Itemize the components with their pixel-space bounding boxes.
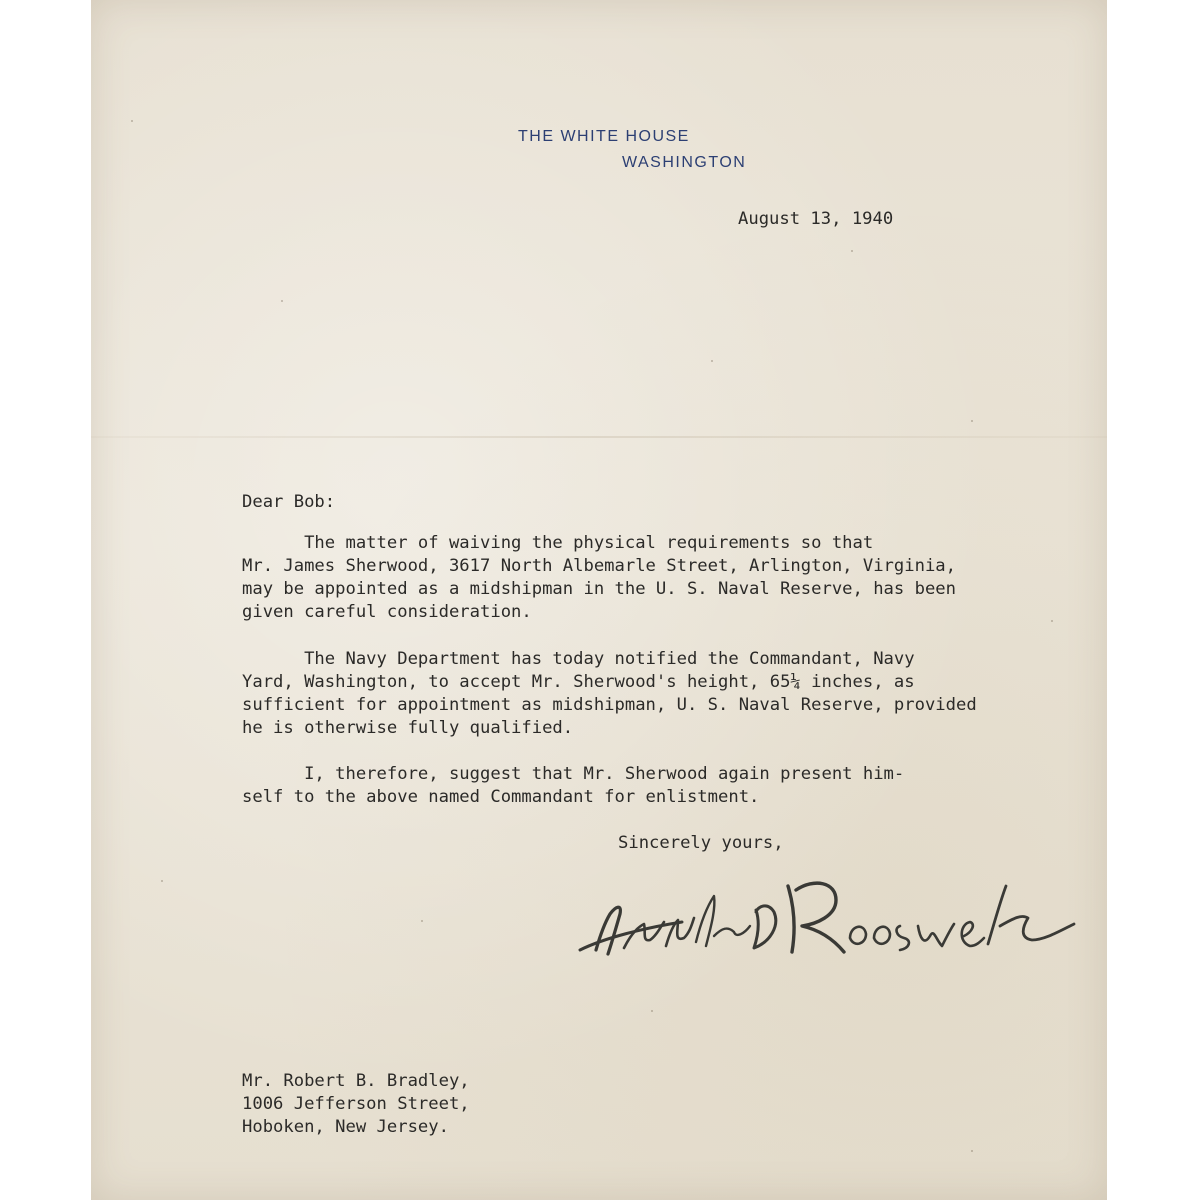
paper-speck [1051, 620, 1053, 622]
paper-speck [281, 300, 283, 302]
body-line: I, therefore, suggest that Mr. Sherwood again present him- [242, 764, 905, 784]
address-line: Hoboken, New Jersey. [242, 1117, 449, 1137]
closing: Sincerely yours, [618, 833, 784, 853]
body-line: sufficient for appointment as midshipman, U. S. Naval Reserve, provided [242, 695, 977, 715]
body-line: The matter of waiving the physical requirements so that [242, 533, 874, 553]
letterhead-line1: THE WHITE HOUSE [518, 128, 690, 145]
paper-speck [971, 1150, 973, 1152]
body-line: self to the above named Commandant for enlistment. [242, 787, 760, 807]
body-line: may be appointed as a midshipman in the U. S. Naval Reserve, has been [242, 579, 956, 599]
letterhead-line2: WASHINGTON [622, 154, 747, 171]
address-line: Mr. Robert B. Bradley, [242, 1071, 470, 1091]
paper-speck [971, 420, 973, 422]
body-line: The Navy Department has today notified the Commandant, Navy [242, 649, 915, 669]
letter-paper [91, 0, 1107, 1200]
paper-speck [161, 880, 163, 882]
address-line: 1006 Jefferson Street, [242, 1094, 470, 1114]
paper-fold [91, 436, 1107, 438]
paper-speck [131, 120, 133, 122]
signature [574, 866, 1079, 970]
salutation: Dear Bob: [242, 492, 336, 512]
paper-speck [651, 1010, 653, 1012]
paper-speck [851, 250, 853, 252]
body-line: Mr. James Sherwood, 3617 North Albemarle Street, Arlington, Virginia, [242, 556, 956, 576]
paper-speck [711, 360, 713, 362]
body-line: he is otherwise fully qualified. [242, 718, 574, 738]
letter-date: August 13, 1940 [738, 209, 894, 229]
body-line: Yard, Washington, to accept Mr. Sherwood's height, 65¼ inches, as [242, 672, 915, 692]
body-line: given careful consideration. [242, 602, 532, 622]
paper-speck [421, 920, 423, 922]
